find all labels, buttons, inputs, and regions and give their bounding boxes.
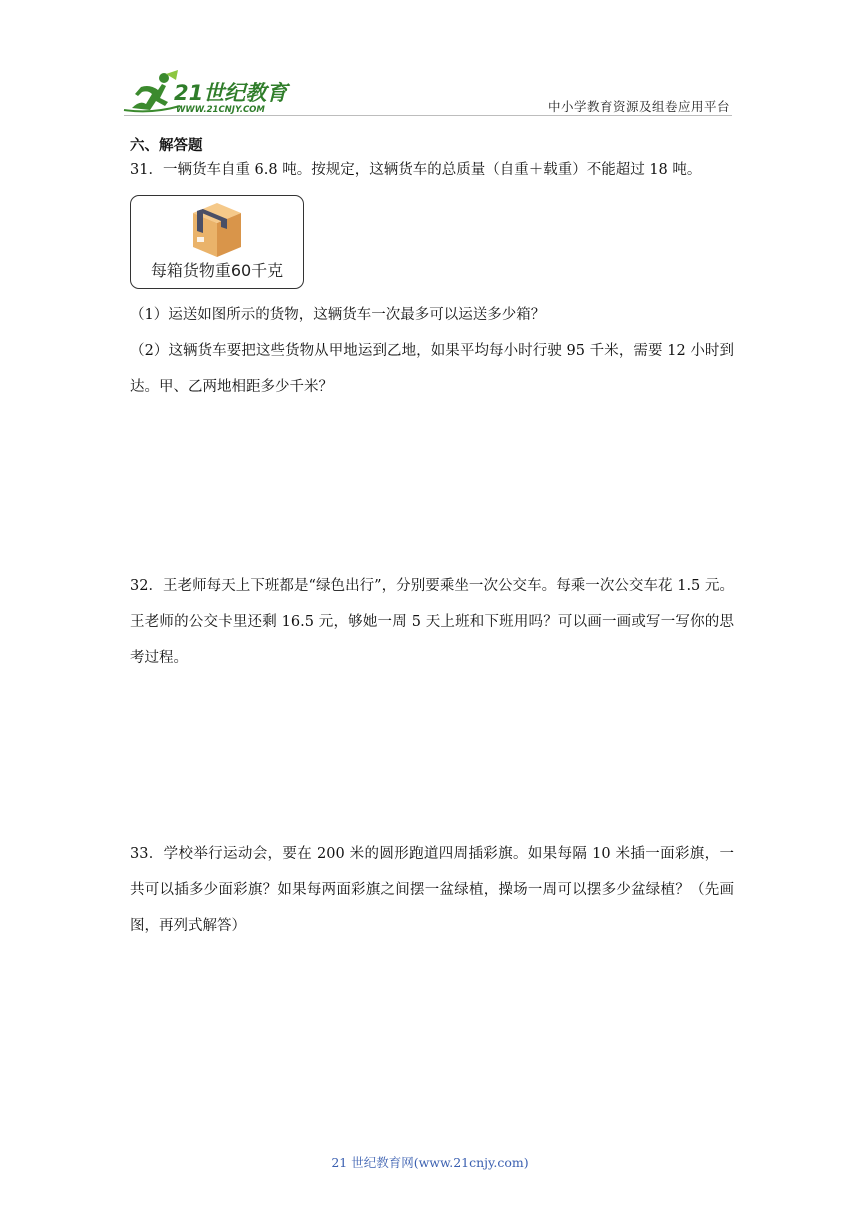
header-divider bbox=[124, 115, 732, 116]
cardboard-box-icon bbox=[188, 199, 246, 259]
runner-logo-icon bbox=[124, 70, 180, 111]
box-weight-caption: 每箱货物重60千克 bbox=[150, 261, 284, 280]
logo-text: 21世纪教育 bbox=[174, 81, 288, 105]
question-31-part-1: （1）运送如图所示的货物，这辆货车一次最多可以运送多少箱？ bbox=[130, 307, 546, 323]
question-31-stem: 31．一辆货车自重 6.8 吨。按规定，这辆货车的总质量（自重＋载重）不能超过 18 吨。 bbox=[130, 162, 702, 178]
footer-source: 21 世纪教育网(www.21cnjy.com) bbox=[331, 1155, 529, 1170]
question-32: 32．王老师每天上下班都是“绿色出行”，分别要乘坐一次公交车。每乘一次公交车花 1.5 元。王老师的公交卡里还剩 16.5 元，够她一周 5 天上班和下班用吗？可以画一画或写一写你的思考过程。 bbox=[130, 578, 734, 666]
site-logo bbox=[122, 70, 292, 116]
platform-name: 中小学教育资源及组卷应用平台 bbox=[547, 99, 730, 114]
question-33: 33．学校举行运动会，要在 200 米的圆形跑道四周插彩旗。如果每隔 10 米插一面彩旗，一共可以插多少面彩旗？如果每两面彩旗之间摆一盆绿植，操场一周可以摆多少盆绿植？（先画图，再列式解答） bbox=[130, 846, 734, 934]
question-31-part-2: （2）这辆货车要把这些货物从甲地运到乙地，如果平均每小时行驶 95 千米，需要 12 小时到达。甲、乙两地相距多少千米？ bbox=[130, 343, 734, 395]
cargo-box-card bbox=[130, 195, 304, 289]
section-title: 六、解答题 bbox=[130, 137, 203, 154]
logo-url-text: WWW.21CNJY.COM bbox=[176, 105, 265, 115]
